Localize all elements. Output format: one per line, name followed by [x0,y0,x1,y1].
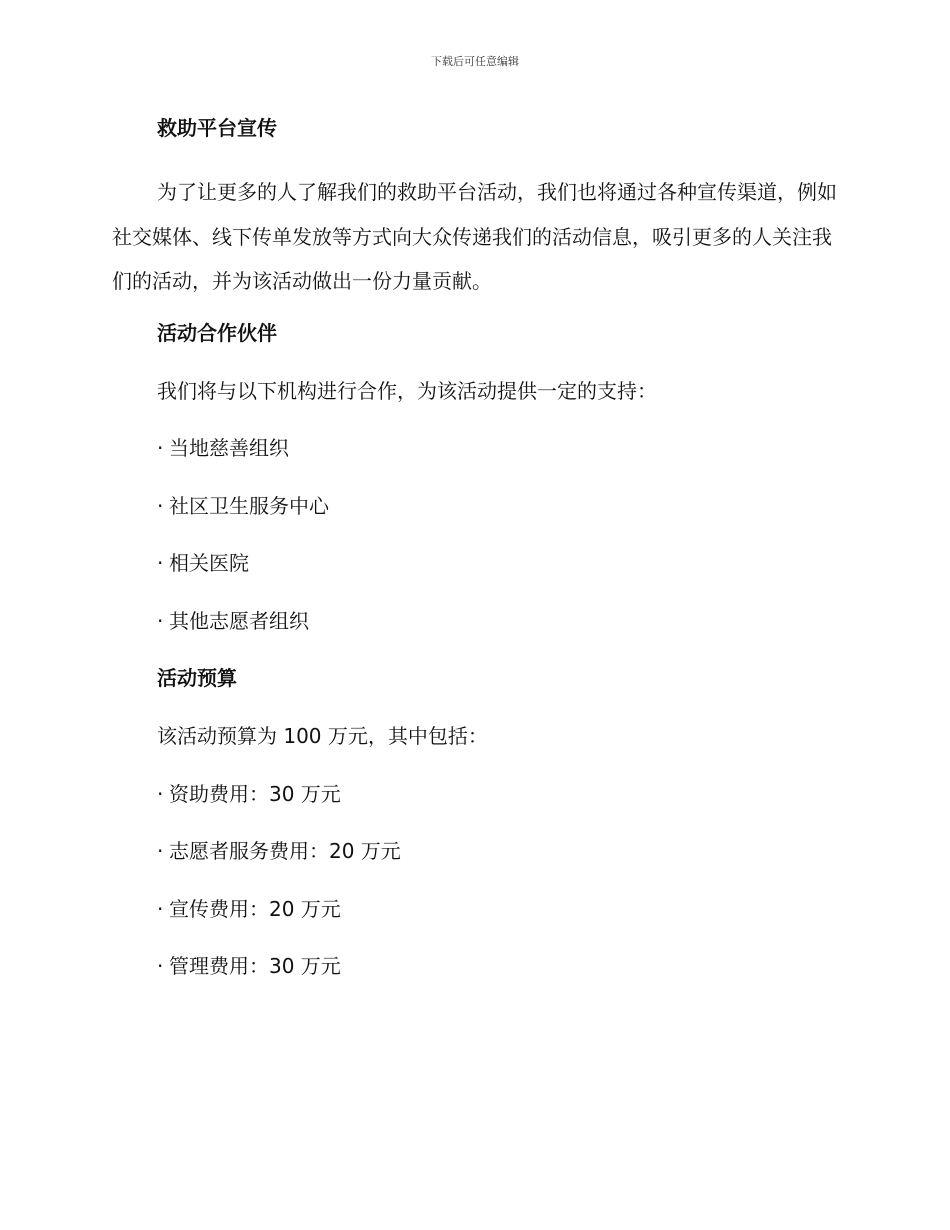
promotion-paragraph: 为了让更多的人了解我们的救助平台活动，我们也将通过各种宣传渠道，例如社交媒体、线下传单发放等方式向大众传递我们的活动信息，吸引更多的人关注我们的活动，并为该活动做出一份力量贡献。 [112,180,837,293]
list-item-text: 当地慈善组织 [169,436,289,460]
list-item [112,893,838,925]
section-heading-partners: 活动合作伙伴 [157,320,277,345]
list-item-text: 宣传费用：20 万元 [169,896,341,921]
list-item-text: 资助费用：30 万元 [169,781,341,806]
bullet-icon: · [157,896,164,921]
bullet-icon: · [157,954,164,978]
partners-intro: 我们将与以下机构进行合作，为该活动提供一定的支持： [157,378,657,403]
section-heading-promotion: 救助平台宣传 [157,116,277,140]
list-item-text: 管理费用：30 万元 [169,954,341,978]
list-item [112,490,838,522]
bullet-icon: · [157,551,164,575]
bullet-icon: · [157,839,164,863]
document-body [112,112,838,1008]
list-item [112,835,838,867]
list-item [112,778,838,810]
list-item-text: 相关医院 [169,551,249,575]
list-item [112,547,838,579]
list-item [112,432,838,464]
list-item-text: 社区卫生服务中心 [169,493,329,518]
list-item-text: 志愿者服务费用：20 万元 [169,839,401,863]
list-item [112,605,838,637]
bullet-icon: · [157,436,164,460]
budget-intro: 该活动预算为 100 万元，其中包括： [157,724,488,748]
list-item-text: 其他志愿者组织 [169,608,309,633]
page-header: 下载后可任意编辑 [431,55,519,68]
bullet-icon: · [157,608,164,633]
list-item [112,950,838,982]
bullet-icon: · [157,781,164,806]
section-heading-budget: 活动预算 [157,666,237,690]
bullet-icon: · [157,493,164,518]
